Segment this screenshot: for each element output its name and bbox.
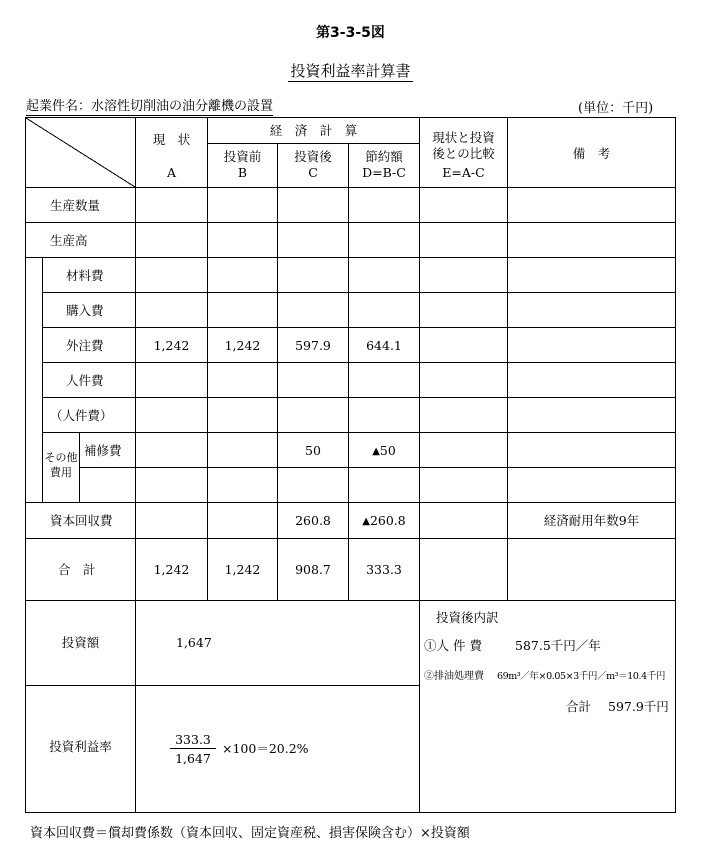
rieki-label: 投資利益率 [49,739,112,754]
row-sonota-line2: 費用 [50,466,72,479]
unit-label: (単位：千円) [578,101,654,116]
gaichu-c: 597.9 [295,338,331,353]
header-keizai: 経 済 計 算 [269,123,358,138]
row-jinken: 人件費 [66,373,104,388]
gaichu-d: 644.1 [366,338,402,353]
breakdown-total-label: 合計 [566,699,592,714]
row-hoshu: 補修費 [84,443,122,458]
header-hikaku-line1: 現状と投資 [432,130,495,145]
breakdown-title: 投資後内訳 [436,610,499,625]
header-genjo-letter: A [166,165,177,180]
row-shihon: 資本回収費 [50,513,113,528]
row-zairyo: 材料費 [66,268,104,283]
toshigaku-label: 投資額 [61,635,100,650]
header-setsu-formula: D=B-C [362,165,406,180]
header-mae: 投資前 [223,149,262,164]
breakdown-line2-label: ②排油処理費 [424,671,484,682]
subject-line: 起業件名：水溶性切削油の油分離機の設置 [26,95,273,116]
header-diagonal [26,118,135,187]
gokei-b: 1,242 [224,562,261,577]
rieki-denominator: 1,647 [175,751,211,766]
header-go-letter: C [308,165,318,180]
row-jinken-paren: （人件費） [50,408,113,423]
hoshu-d-value: 50 [379,443,396,458]
gokei-c: 908.7 [295,562,331,577]
header-genjo: 現 状 [152,132,191,147]
breakdown-total-value: 597.9千円 [608,699,669,714]
header-go: 投資後 [294,149,332,164]
row-konyu: 購入費 [66,303,104,318]
gaichu-a: 1,242 [153,338,190,353]
triangle-mark-icon: ▲ [362,516,370,527]
shihon-d [349,513,419,529]
breakdown-line1-value: 587.5千円／年 [515,638,601,653]
document-title-text: 投資利益率計算書 [290,62,411,80]
shihon-c: 260.8 [295,513,331,528]
row-seisandaka: 生産高 [50,233,88,248]
shihon-d-value: 260.8 [369,513,406,528]
header-setsu: 節約額 [365,149,403,164]
shihon-note: 経済耐用年数9年 [543,513,640,528]
breakdown-line1-label: ①人 件 費 [424,638,482,653]
gokei-a: 1,242 [153,562,190,577]
header-hikaku-formula: E=A-C [442,165,485,180]
toshigaku-value: 1,647 [176,635,212,650]
triangle-mark-icon: ▲ [372,446,380,457]
row-gokei: 合 計 [58,562,96,577]
rieki-rest: ×100＝20.2% [222,741,309,756]
hoshu-d [349,443,419,459]
header-biko: 備 考 [572,146,611,161]
gaichu-b: 1,242 [224,338,261,353]
footnote: 資本回収費＝償却費係数（資本回収、固定資産税、損害保険含む）×投資額 [30,826,470,841]
breakdown-line2-value: 69m³／年×0.05×3千円／m³＝10.4千円 [497,671,665,682]
header-hikaku-line2: 後との比較 [432,146,495,161]
rieki-numerator: 333.3 [170,732,216,749]
hoshu-c: 50 [305,443,321,458]
header-mae-letter: B [237,165,248,180]
gokei-d: 333.3 [366,562,402,577]
row-sonota-line1: その他 [44,451,78,464]
row-gaichu: 外注費 [66,338,104,353]
row-seisan-suryo: 生産数量 [50,198,101,213]
figure-label: 第3-3-5図 [316,25,385,41]
